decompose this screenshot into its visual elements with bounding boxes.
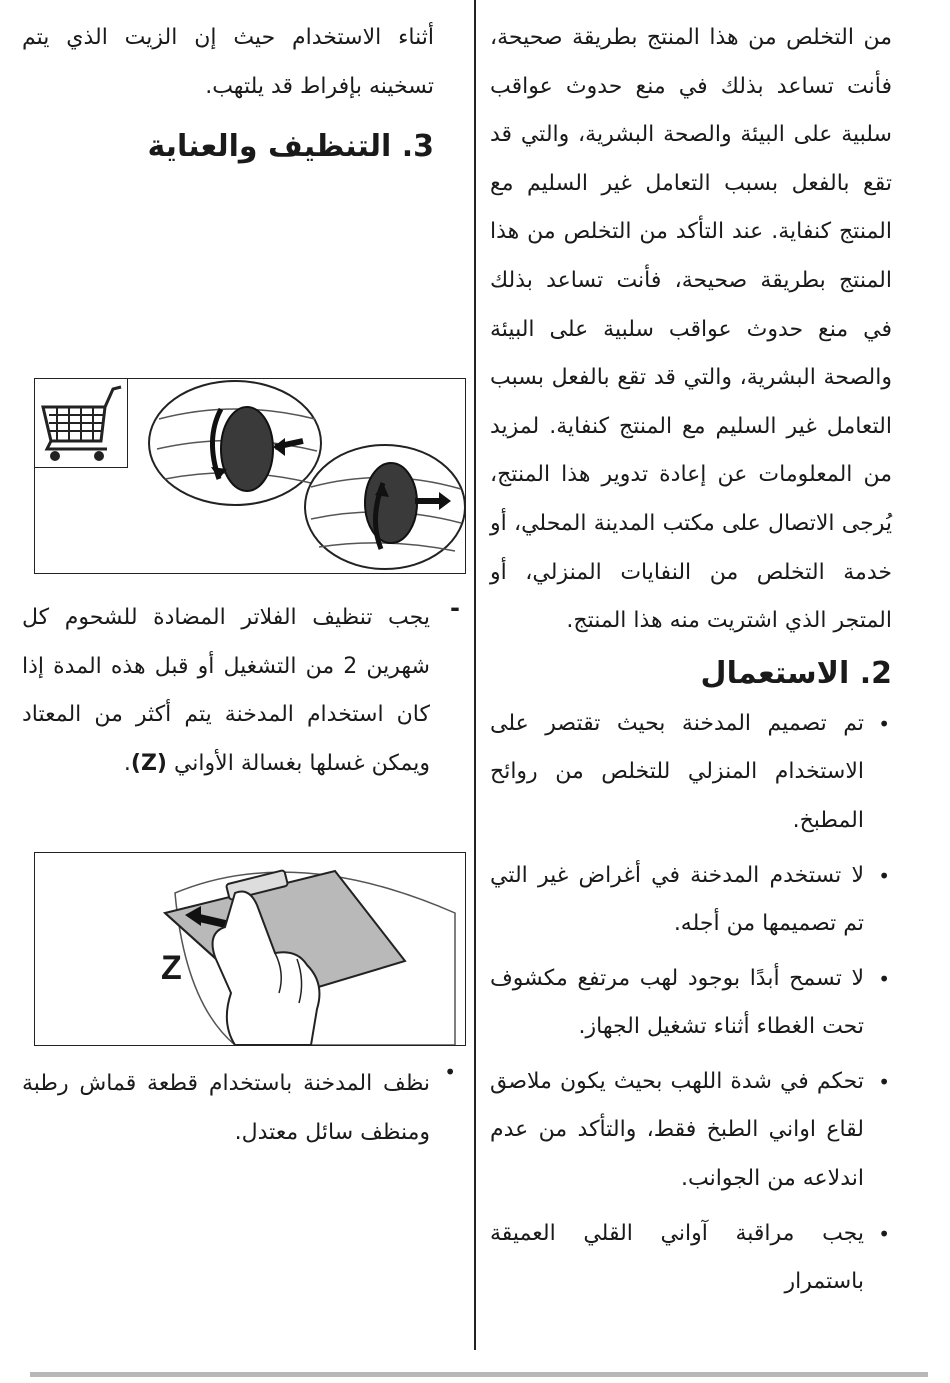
fan-filter-illustration (135, 379, 465, 573)
list-item (490, 700, 892, 846)
section-3-heading (22, 125, 434, 169)
section-3-number: 3. (401, 129, 434, 165)
list-item-text: تحكم في شدة اللهب بحيث يكون ملاصق لقاع اواني الطبخ فقط، والتأكد من عدم اندلاعه من الجوانب. (490, 1068, 864, 1192)
bullet-mark: • (878, 1069, 890, 1094)
list-item-text: يجب مراقبة آواني القلي العميقة باستمرار (490, 1220, 864, 1295)
fan-filter-figure (34, 378, 466, 574)
list-item (490, 955, 892, 1052)
figure-2-label: Z (161, 949, 182, 987)
bullet-mark: • (878, 863, 890, 888)
list-item (490, 1210, 892, 1307)
grease-filter-hand-illustration (35, 853, 465, 1045)
list-item (490, 1058, 892, 1204)
section-2-title: الاستعمال (700, 655, 850, 691)
section-3-title: التنظيف والعناية (147, 129, 392, 165)
continuation-text: أثناء الاستخدام حيث إن الزيت الذي يتم تسخينه بإفراط قد يلتهب. (22, 25, 434, 99)
grease-filter-instruction (22, 594, 460, 788)
usage-bullet-list (490, 700, 892, 1307)
bottom-rule (30, 1372, 928, 1377)
cloth-cleaning-text: نظف المدخنة باستخدام قطعة قماش رطبة ومنظف سائل معتدل. (22, 1071, 430, 1145)
bullet-mark: • (444, 1060, 456, 1084)
bullet-mark: • (878, 711, 890, 736)
section-2-number: 2. (859, 655, 892, 691)
grease-filter-text-main: يجب تنظيف الفلاتر المضادة للشحوم كل شهرين 2 من التشغيل أو قبل هذه المدة إذا كان استخدام المدخنة يتم أكثر من المعتاد ويمكن غسلها بغسالة الأواني (22, 605, 430, 776)
filter-reference: (Z) (130, 750, 167, 776)
bullet-mark: • (878, 966, 890, 991)
bullet-mark: • (878, 1221, 890, 1246)
dash-mark: - (450, 594, 460, 622)
right-column (490, 14, 892, 1313)
column-divider (474, 0, 476, 1350)
cloth-cleaning-instruction (22, 1060, 460, 1157)
left-column (22, 14, 434, 169)
list-item (490, 852, 892, 949)
list-item-text: تم تصميم المدخنة بحيث تقتصر على الاستخدام المنزلي للتخلص من روائح المطبخ. (490, 710, 864, 833)
disposal-paragraph: من التخلص من هذا المنتج بطريقة صحيحة، فأنت تساعد بذلك في منع حدوث عواقب سلبية على البيئة والصحة البشرية، والتي قد تقع بالفعل بسبب التعامل غير السليم مع المنتج كنفاية. عند التأكد من التخلص من هذا المنتج بطريقة صحيحة، فأنت تساعد بذلك في منع حدوث عواقب سلبية على البيئة والصحة البشرية، والتي قد تقع بالفعل بسبب التعامل غير السليم مع المنتج كنفاية. لمزيد من المعلومات عن إعادة تدوير هذا المنتج، يُرجى الاتصال على مكتب المدينة المحلي، أو خدمة التخلص من النفايات المنزلي، أو المتجر الذي اشتريت منه هذا المنتج. (490, 25, 892, 634)
section-2-heading (490, 652, 892, 696)
shopping-cart-icon (35, 379, 128, 468)
grease-filter-figure (34, 852, 466, 1046)
list-item-text: لا تستخدم المدخنة في أغراض غير التي تم تصميمها من أجله. (490, 862, 864, 937)
list-item-text: لا تسمح أبدًا بوجود لهب مرتفع مكشوف تحت الغطاء أثناء تشغيل الجهاز. (490, 965, 864, 1040)
grease-filter-text (22, 594, 430, 788)
filter-text-end: . (123, 750, 131, 776)
